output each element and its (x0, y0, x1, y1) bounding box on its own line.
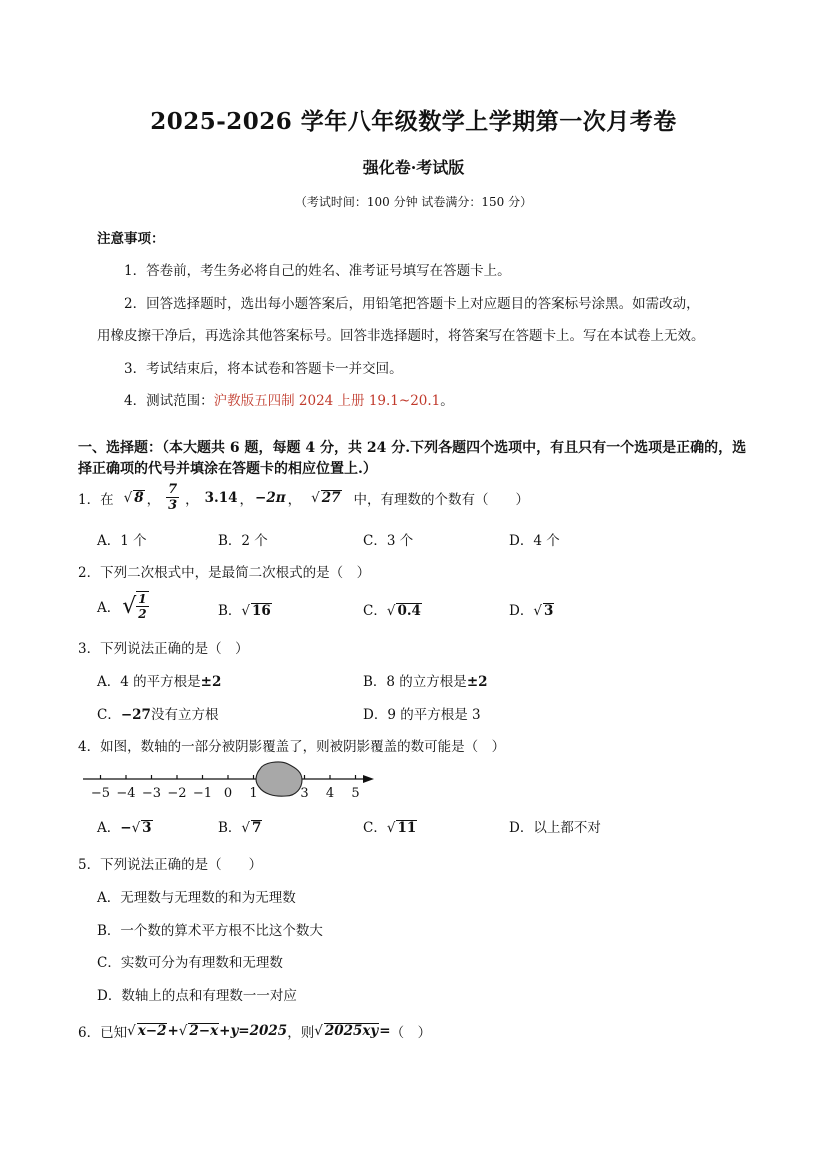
number-line-label: −4 (116, 786, 136, 801)
q4-a-label: A． (97, 820, 121, 836)
note-4-range: 沪教版五四制 2024 上册 19.1~20.1 (213, 393, 441, 409)
q1-number: 1．在 (78, 491, 114, 508)
section-1-line-2: 择正确项的代号并填涂在答题卡的相应位置上.） (78, 461, 377, 477)
question-4-stem: 4．如图，数轴的一部分被阴影覆盖了，则被阴影覆盖的数可能是（ ） (78, 739, 506, 755)
q5-option-a: A．无理数与无理数的和为无理数 (97, 890, 296, 906)
q1-option-a: A．1 个 (97, 533, 147, 549)
q3-option-a (97, 670, 221, 690)
q4-c-label: C． (363, 820, 387, 836)
number-line-arrow-icon (363, 775, 374, 783)
q3-a-math: ±2 (200, 674, 222, 690)
q3-a-text: A．4 的平方根是 (97, 674, 201, 690)
q4-option-d: D．以上都不对 (509, 820, 601, 836)
q1-sep-2: ， (185, 491, 199, 508)
number-line-label: −3 (141, 786, 162, 801)
number-line-label: 1 (249, 786, 258, 801)
q6-equation-rest: +y=2025 (219, 1023, 288, 1039)
q4-option-b: B．√ 7 (218, 820, 262, 836)
q2-option-b: B．√ 16 (218, 603, 271, 619)
q4-b-label: B． (218, 820, 242, 836)
q1-option-d: D．4 个 (509, 533, 560, 549)
q3-c-text: 没有立方根 (150, 707, 219, 723)
q1-sep-4: ， (287, 491, 302, 508)
question-1-stem: 1．在 √ 8 ， $\frac{7}{3}$ ， 3.14 ， −2π ， √ 27 中，有理数的个数有（ ） (78, 482, 530, 513)
number-line-label: −5 (90, 786, 111, 801)
q3-option-b (363, 670, 488, 690)
note-2a: 2．回答选择题时，选出每小题答案后，用铅笔把答题卡上对应题目的答案标号涂黑。如需改动， (124, 296, 700, 312)
section-1-line-1: 一、选择题：（本大题共 6 题，每题 4 分，共 24 分.下列各题四个选项中，有且只有一个选项是正确的，选 (78, 440, 747, 456)
q1-fraction (166, 482, 179, 513)
q5-option-b: B．一个数的算术平方根不比这个数大 (97, 923, 323, 939)
q1-option-b: B．2 个 (218, 533, 268, 549)
q2-option-d: D．√ 3 (509, 603, 554, 619)
question-3-stem: 3．下列说法正确的是（ ） (78, 641, 249, 657)
question-6-stem: 6．已知 √ x−2 + √ 2−x +y=2025 ，则 √ 2025xy = （ ） (78, 1023, 432, 1041)
q6-plus: + (167, 1023, 179, 1039)
number-line-label: 3 (300, 786, 309, 801)
q3-option-c (97, 703, 218, 723)
q2-a-fraction (136, 591, 148, 621)
number-line-labels (91, 786, 360, 801)
q4-a-value: 3 (142, 820, 152, 836)
q6-tail: （ ） (390, 1025, 432, 1041)
q1-value-neg2pi: −2π (255, 489, 286, 506)
question-2-stem: 2．下列二次根式中，是最简二次根式的是（ ） (78, 565, 371, 581)
exam-subtitle: 强化卷·考试版 (362, 158, 465, 177)
q1-root-27: 27 (321, 489, 341, 506)
q1-fraction-denominator: 3 (168, 498, 178, 513)
q2-option-c: C．√ 0.4 (363, 603, 421, 619)
number-line-label: 5 (351, 786, 360, 801)
notes-heading: 注意事项： (97, 231, 165, 247)
q3-c-math: −27 (120, 707, 151, 723)
note-1: 1．答卷前，考生务必将自己的姓名、准考证号填写在答题卡上。 (124, 263, 511, 279)
note-3: 3．考试结束后，将本试卷和答题卡一并交回。 (124, 361, 403, 377)
q4-a-sign: − (120, 820, 132, 836)
q3-b-math: ±2 (466, 674, 488, 690)
number-line-label: −2 (167, 786, 187, 801)
q1-value-314: 3.14 (204, 489, 238, 506)
number-line-label: 4 (325, 786, 335, 801)
q1-tail: 中，有理数的个数有（ ） (353, 491, 530, 508)
q5-option-c: C．实数可分为有理数和无理数 (97, 955, 283, 971)
note-4-suffix: 。 (440, 393, 454, 409)
q6-prefix: 6．已知 (78, 1025, 128, 1041)
number-line-figure (78, 760, 388, 805)
q2-c-label: C． (363, 603, 387, 619)
note-2b: 用橡皮擦干净后，再选涂其他答案标号。回答非选择题时，将答案写在答题卡上。写在本试卷上无效。 (97, 328, 705, 344)
q6-root-2: 2−x (189, 1023, 219, 1039)
number-line-label: −1 (192, 786, 213, 801)
q6-mid: ，则 (287, 1025, 315, 1041)
q2-b-value: 16 (252, 603, 271, 619)
q2-d-label: D． (509, 603, 534, 619)
q1-sep-3: ， (239, 491, 254, 508)
q3-option-d: D．9 的平方根是 3 (363, 707, 481, 723)
q6-root-1: x−2 (137, 1023, 167, 1039)
q2-d-value: 3 (543, 603, 554, 619)
question-5-stem: 5．下列说法正确的是（ ） (78, 857, 263, 873)
note-4 (124, 389, 454, 409)
q5-option-d: D．数轴上的点和有理数一一对应 (97, 988, 297, 1004)
q1-option-c: C．3 个 (363, 533, 414, 549)
q1-sep-1: ， (146, 491, 161, 508)
q4-option-c: C．√ 11 (363, 820, 417, 836)
q2-a-label: A． (97, 600, 121, 616)
q2-a-numerator: 1 (138, 592, 147, 606)
q6-root-3: 2025xy (324, 1023, 379, 1039)
exam-title: 2025-2026 学年八年级数学上学期第一次月考卷 (150, 108, 677, 135)
note-4-prefix: 4．测试范围： (124, 393, 214, 409)
number-line-label: 0 (223, 786, 233, 801)
q4-b-value: 7 (252, 820, 262, 836)
q1-fraction-numerator: 7 (168, 482, 178, 497)
q4-c-value: 11 (397, 820, 417, 836)
q2-b-label: B． (218, 603, 242, 619)
q2-option-a: A． √ $\frac{1}{2}$ (97, 592, 147, 621)
shaded-blob (256, 762, 302, 796)
q2-a-denominator: 2 (138, 607, 147, 621)
q2-c-value: 0.4 (397, 603, 421, 619)
q3-b-text: B．8 的立方根是 (363, 674, 467, 690)
q4-option-a: A．−√ 3 (97, 820, 152, 836)
q3-c-label: C． (97, 707, 121, 723)
q1-root-8: 8 (134, 489, 144, 506)
q6-equals: = (379, 1023, 391, 1039)
exam-info: （考试时间：100 分钟 试卷满分：150 分） (294, 195, 533, 209)
